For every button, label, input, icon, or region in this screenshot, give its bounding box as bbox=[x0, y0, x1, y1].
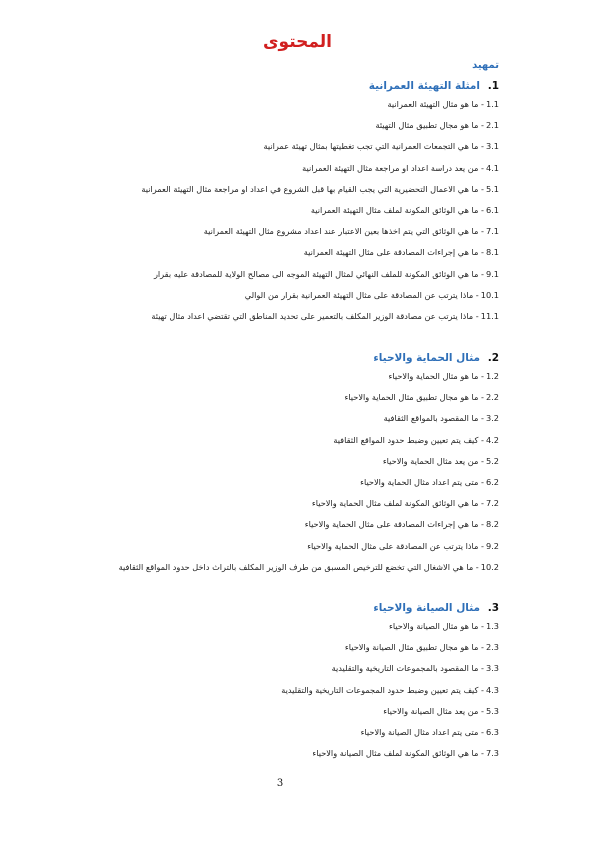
toc-item bbox=[141, 221, 499, 242]
toc-item-number: 5.1 bbox=[485, 183, 499, 194]
toc-item-text: - ماذا يترتب عن المصادقة على مثال التهيئة العمرانية بقرار من الوالي bbox=[244, 289, 479, 300]
toc-item bbox=[119, 493, 499, 514]
section-number: 1. bbox=[487, 80, 499, 92]
toc-item-text: - ماذا يترتب عن المصادقة على مثال الحماية والاحياء bbox=[307, 540, 484, 551]
toc-item-number: 7.2 bbox=[485, 498, 499, 509]
toc-item-text: - ما هو مجال تطبيق مثال الحماية والاحياء bbox=[344, 392, 484, 403]
toc-list bbox=[119, 366, 499, 578]
toc-item-text: - كيف يتم تعيين وضبط حدود المواقع الثقافية bbox=[333, 434, 484, 445]
toc-item-text: - من يعد مثال الصيانة والاحياء bbox=[383, 705, 484, 716]
toc-item-text: - ما هي الوثائق المكونة لملف مثال التهيئة العمرانية bbox=[310, 204, 484, 215]
toc-item bbox=[281, 616, 499, 637]
toc-item bbox=[119, 430, 499, 451]
section-2 bbox=[119, 350, 499, 578]
toc-item-text: - متى يتم اعداد مثال الصيانة والاحياء bbox=[360, 726, 484, 737]
toc-item bbox=[141, 136, 499, 157]
toc-item-number: 9.1 bbox=[485, 268, 499, 279]
toc-item-text: - ما هو مجال تطبيق مثال الصيانة والاحياء bbox=[344, 642, 484, 653]
toc-item-number: 10.1 bbox=[480, 289, 499, 300]
toc-item-text: - من يعد دراسة اعداد او مراجعة مثال التهيئة العمرانية bbox=[302, 162, 484, 173]
toc-item-number: 1.2 bbox=[485, 371, 499, 381]
toc-item-number: 9.2 bbox=[485, 540, 499, 551]
toc-item bbox=[281, 743, 499, 764]
toc-item-text: - ما هي إجراءات المصادقة على مثال الحماية والاحياء bbox=[304, 519, 484, 530]
section-title: مثال الحماية والاحياء bbox=[373, 352, 481, 364]
toc-item-number: 3.2 bbox=[485, 413, 499, 424]
toc-item-number: 6.3 bbox=[485, 726, 499, 737]
toc-item-number: 11.1 bbox=[480, 310, 499, 321]
toc-item bbox=[119, 387, 499, 408]
toc-item-number: 7.1 bbox=[485, 226, 499, 237]
toc-item-number: 3.1 bbox=[485, 141, 499, 152]
toc-item-text: - ما هي التجمعات العمرانية التي تجب تغطيتها بمثال تهيئة عمرانية bbox=[263, 141, 484, 152]
toc-item bbox=[281, 680, 499, 701]
toc-item-number: 6.1 bbox=[485, 204, 499, 215]
toc-item-number: 2.2 bbox=[485, 392, 499, 403]
toc-item-text: - متى يتم اعداد مثال الحماية والاحياء bbox=[360, 476, 484, 487]
section-number: 2. bbox=[487, 352, 499, 364]
toc-item bbox=[119, 557, 499, 578]
toc-item-number: 7.3 bbox=[485, 748, 499, 759]
section-heading bbox=[141, 78, 499, 94]
toc-item-number: 4.2 bbox=[485, 434, 499, 445]
toc-item bbox=[141, 200, 499, 221]
toc-item-text: - ما هو مجال تطبيق مثال التهيئة bbox=[375, 120, 484, 131]
section-title: مثال الصيانة والاحياء bbox=[373, 602, 481, 614]
toc-item-number: 8.1 bbox=[485, 247, 499, 258]
toc-item-number: 4.3 bbox=[485, 684, 499, 695]
toc-item bbox=[141, 115, 499, 136]
toc-item-number: 10.2 bbox=[480, 561, 499, 572]
toc-item bbox=[119, 366, 499, 387]
toc-item bbox=[281, 637, 499, 658]
toc-item-number: 2.3 bbox=[485, 642, 499, 653]
toc-item bbox=[141, 242, 499, 263]
toc-item bbox=[141, 285, 499, 306]
toc-item-number: 2.1 bbox=[485, 120, 499, 131]
toc-item-text: - كيف يتم تعيين وضبط حدود المجموعات التاريخية والتقليدية bbox=[281, 684, 484, 695]
toc-item bbox=[281, 701, 499, 722]
intro-heading: تمهيد bbox=[472, 60, 499, 71]
toc-item-number: 5.3 bbox=[485, 705, 499, 716]
toc-item bbox=[281, 722, 499, 743]
toc-item bbox=[141, 94, 499, 115]
toc-item-text: - ما هو مثال الصيانة والاحياء bbox=[388, 621, 484, 631]
toc-list bbox=[141, 94, 499, 327]
toc-item-text: - من يعد مثال الحماية والاحياء bbox=[382, 455, 484, 466]
page-title: المحتوى bbox=[262, 32, 333, 52]
toc-item bbox=[141, 158, 499, 179]
toc-item-text: - ما المقصود بالمواقع الثقافية bbox=[383, 413, 484, 424]
toc-item bbox=[119, 472, 499, 493]
toc-item bbox=[119, 514, 499, 535]
toc-item-number: 5.2 bbox=[485, 455, 499, 466]
toc-item-number: 1.3 bbox=[485, 621, 499, 631]
toc-item-text: - ماذا يترتب عن مصادقة الوزير المكلف بالتعمير على تحديد المناطق التي تقتضي اعداد مثال تهيئة bbox=[151, 310, 479, 321]
page-number: 3 bbox=[276, 778, 284, 789]
toc-item-text: - ما هي الاعمال التحضيرية التي يجب القيام بها قبل الشروع في اعداد او مراجعة مثال التهيئة العمرانية bbox=[141, 183, 484, 194]
toc-item bbox=[119, 451, 499, 472]
section-number: 3. bbox=[487, 602, 499, 614]
toc-item bbox=[141, 264, 499, 285]
toc-item bbox=[141, 179, 499, 200]
section-3 bbox=[281, 600, 499, 764]
toc-item-text: - ما هي الوثائق المكونة للملف النهائي لمثال التهيئة الموجه الى مصالح الولاية للمصادقة عليه بقرار bbox=[153, 268, 484, 279]
toc-item-text: - ما هي الوثائق المكونة لملف مثال الصيانة والاحياء bbox=[312, 748, 484, 759]
toc-item-text: - ما هو مثال التهيئة العمرانية bbox=[387, 99, 484, 109]
toc-item-text: - ما هي إجراءات المصادقة على مثال التهيئة العمرانية bbox=[303, 247, 484, 258]
toc-item-number: 6.2 bbox=[485, 476, 499, 487]
section-heading bbox=[119, 350, 499, 366]
toc-item-text: - ما هي الوثائق المكونة لملف مثال الحماية والاحياء bbox=[311, 498, 484, 509]
toc-item-number: 3.3 bbox=[485, 663, 499, 674]
toc-item bbox=[119, 408, 499, 429]
section-title: امثلة التهيئة العمرانية bbox=[368, 80, 481, 92]
toc-item-text: - ما هي الاشغال التي تخضع للترخيص المسبق من طرف الوزير المكلف بالتراث داخل حدود المواقع الثقافية bbox=[118, 561, 479, 572]
toc-item-text: - ما هو مثال الحماية والاحياء bbox=[388, 371, 484, 381]
toc-item bbox=[141, 306, 499, 327]
toc-item bbox=[281, 658, 499, 679]
toc-item-number: 8.2 bbox=[485, 519, 499, 530]
section-heading bbox=[281, 600, 499, 616]
toc-item-text: - ما هي الوثائق التي يتم اخذها بعين الاعتبار عند اعداد مشروع مثال التهيئة العمرانية bbox=[203, 226, 484, 237]
toc-item-number: 1.1 bbox=[485, 99, 499, 109]
section-1 bbox=[141, 78, 499, 327]
toc-item bbox=[119, 536, 499, 557]
toc-item-text: - ما المقصود بالمجموعات التاريخية والتقليدية bbox=[331, 663, 484, 674]
toc-item-number: 4.1 bbox=[485, 162, 499, 173]
toc-list bbox=[281, 616, 499, 764]
